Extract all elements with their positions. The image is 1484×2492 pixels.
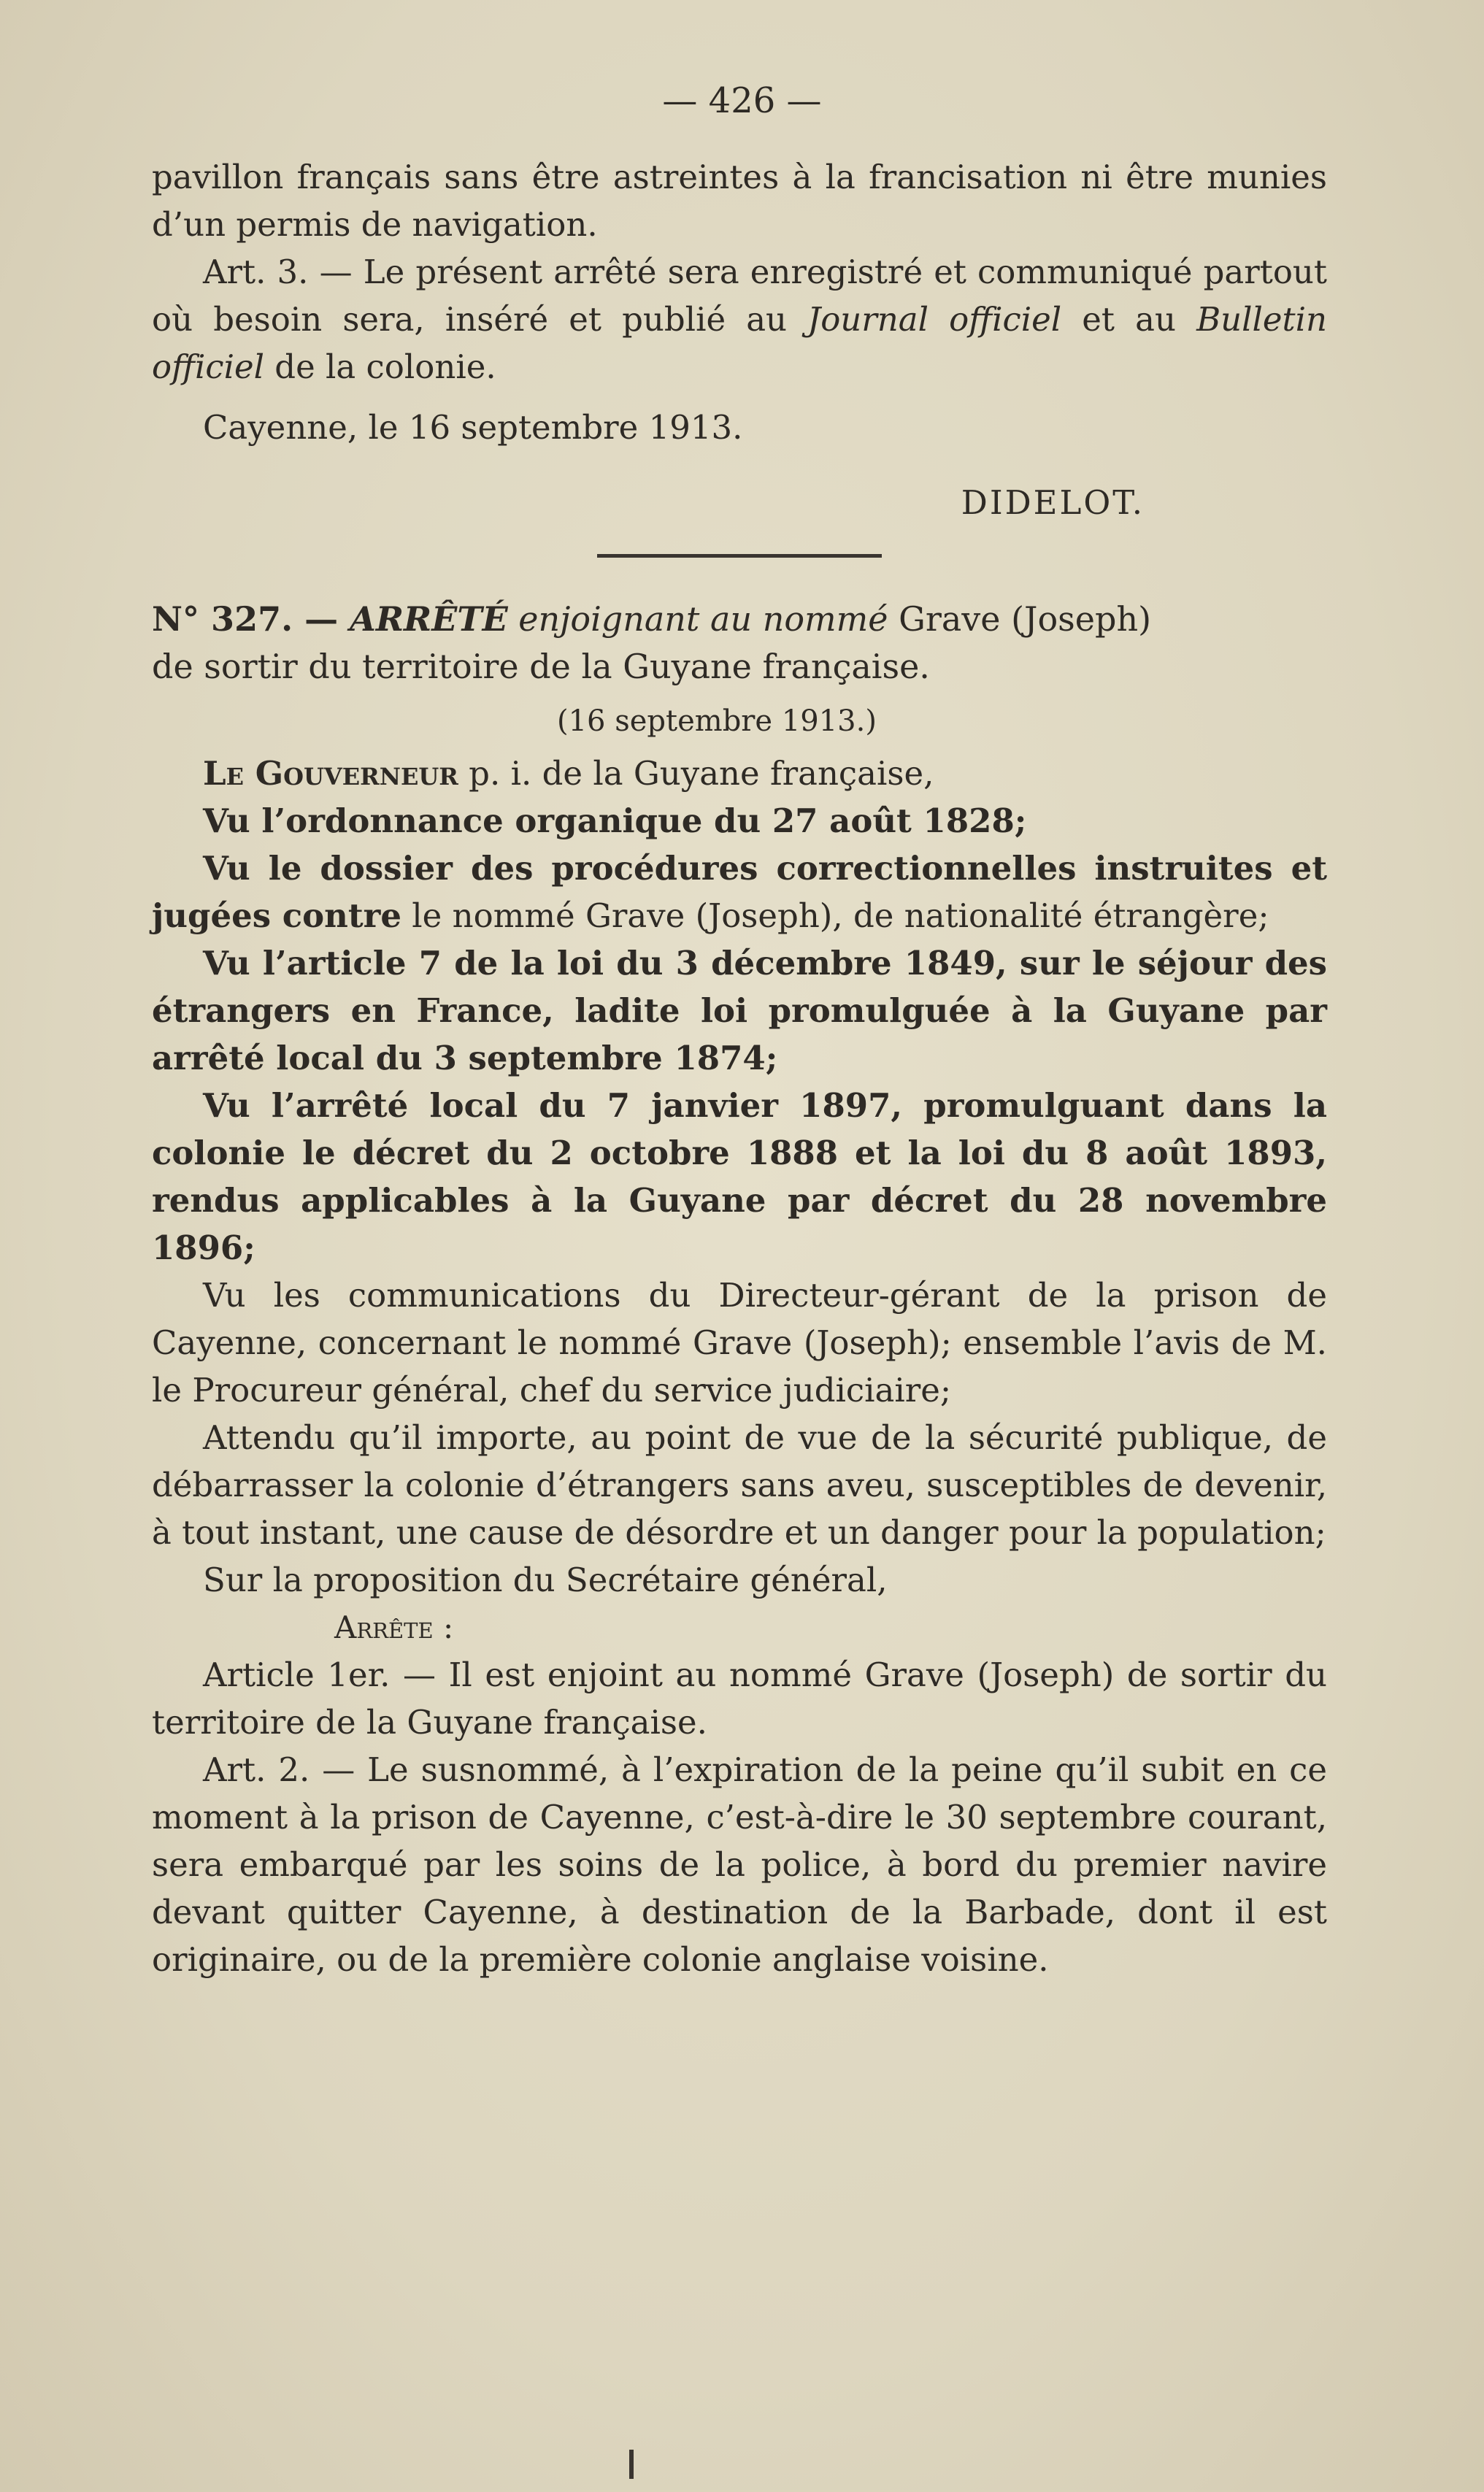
binding-mark [629,2450,634,2479]
considerant-2-rest: le nommé Grave (Joseph), de nationalité étrangère; [401,896,1269,935]
governor-title: Le Gouverneur [203,754,458,793]
continuation-paragraph: pavillon français sans être astreintes à la francisation ni être munies d’un permis de navigation. [152,158,1327,244]
governor-rest: p. i. de la Guyane française, [458,754,934,793]
considerant-5: Vu les communications du Directeur-gérant de la prison de Cayenne, concernant le nommé Grave (Joseph); ensemble l’avis de M. le Procureur général, chef du service judiciaire; [152,1276,1327,1410]
decree-title: ARRÊTÉ [350,599,508,639]
article-1: Article 1er. — Il est enjoint au nommé Grave (Joseph) de sortir du territoire de la Guyane française. [152,1655,1327,1742]
article-3-mid: et au [1061,300,1197,339]
page-number: — 426 — [662,80,822,121]
decree-subject-2: de sortir du territoire de la Guyane française. [152,647,930,686]
decree-number: N° 327. — [152,599,350,639]
article-2: Art. 2. — Le susnommé, à l’expiration de la peine qu’il subit en ce moment à la prison de Cayenne, c’est-à-dire le 30 septembre courant, sera embarqué par les soins de la police, à bord du premier navire devant quitter Cayenne, à destination de la Barbade, dont il est originaire, ou de la première colonie anglaise voisine. [152,1750,1327,1979]
considerant-3: Vu l’article 7 de la loi du 3 décembre 1849, sur le séjour des étrangers en France, ladite loi promulguée à la Guyane par arrêté local du 3 septembre 1874; [152,944,1327,1077]
decree-subject-name: Grave (Joseph) [899,599,1152,639]
article-3-end: de la colonie. [264,347,496,386]
considerant-2-lead: Vu le dossier des procédures correctionnelles instruites et jugées contre [152,849,1327,935]
decree-heading [152,596,1327,643]
place-date: Cayenne, le 16 septembre 1913. [203,408,743,447]
bulletin-officiel-ref: Bulletin officiel [152,300,1327,386]
article-3-lead: Art. 3. — Le présent arrêté sera enregistré et communiqué partout où besoin sera, inséré et publié au [152,253,1327,339]
decree-subject-1: enjoignant au nommé [507,599,899,639]
section-divider [597,554,882,558]
considerant-2 [152,845,1327,939]
considerant-4: Vu l’arrêté local du 7 janvier 1897, promulguant dans la colonie le décret du 2 octobre 1888 et la loi du 8 août 1893, rendus applicables à la Guyane par décret du 28 novembre 1896; [152,1086,1327,1267]
arrete-label: Arrête : [334,1610,454,1645]
governor-line [152,750,1327,797]
decree-date: (16 septembre 1913.) [557,704,877,738]
attendu-paragraph: Attendu qu’il importe, au point de vue de la sécurité publique, de débarrasser la colonie d’étrangers sans aveu, susceptibles de devenir, à tout instant, une cause de désordre et un danger pour la population; [152,1418,1327,1552]
signature: DIDELOT. [961,483,1145,522]
page-body [152,153,1327,1983]
considerant-1: Vu l’ordonnance organique du 27 août 1828; [203,801,1027,840]
journal-officiel-ref: Journal officiel [807,300,1062,339]
article-3-paragraph [152,248,1327,391]
proposition-line: Sur la proposition du Secrétaire général, [203,1561,888,1599]
